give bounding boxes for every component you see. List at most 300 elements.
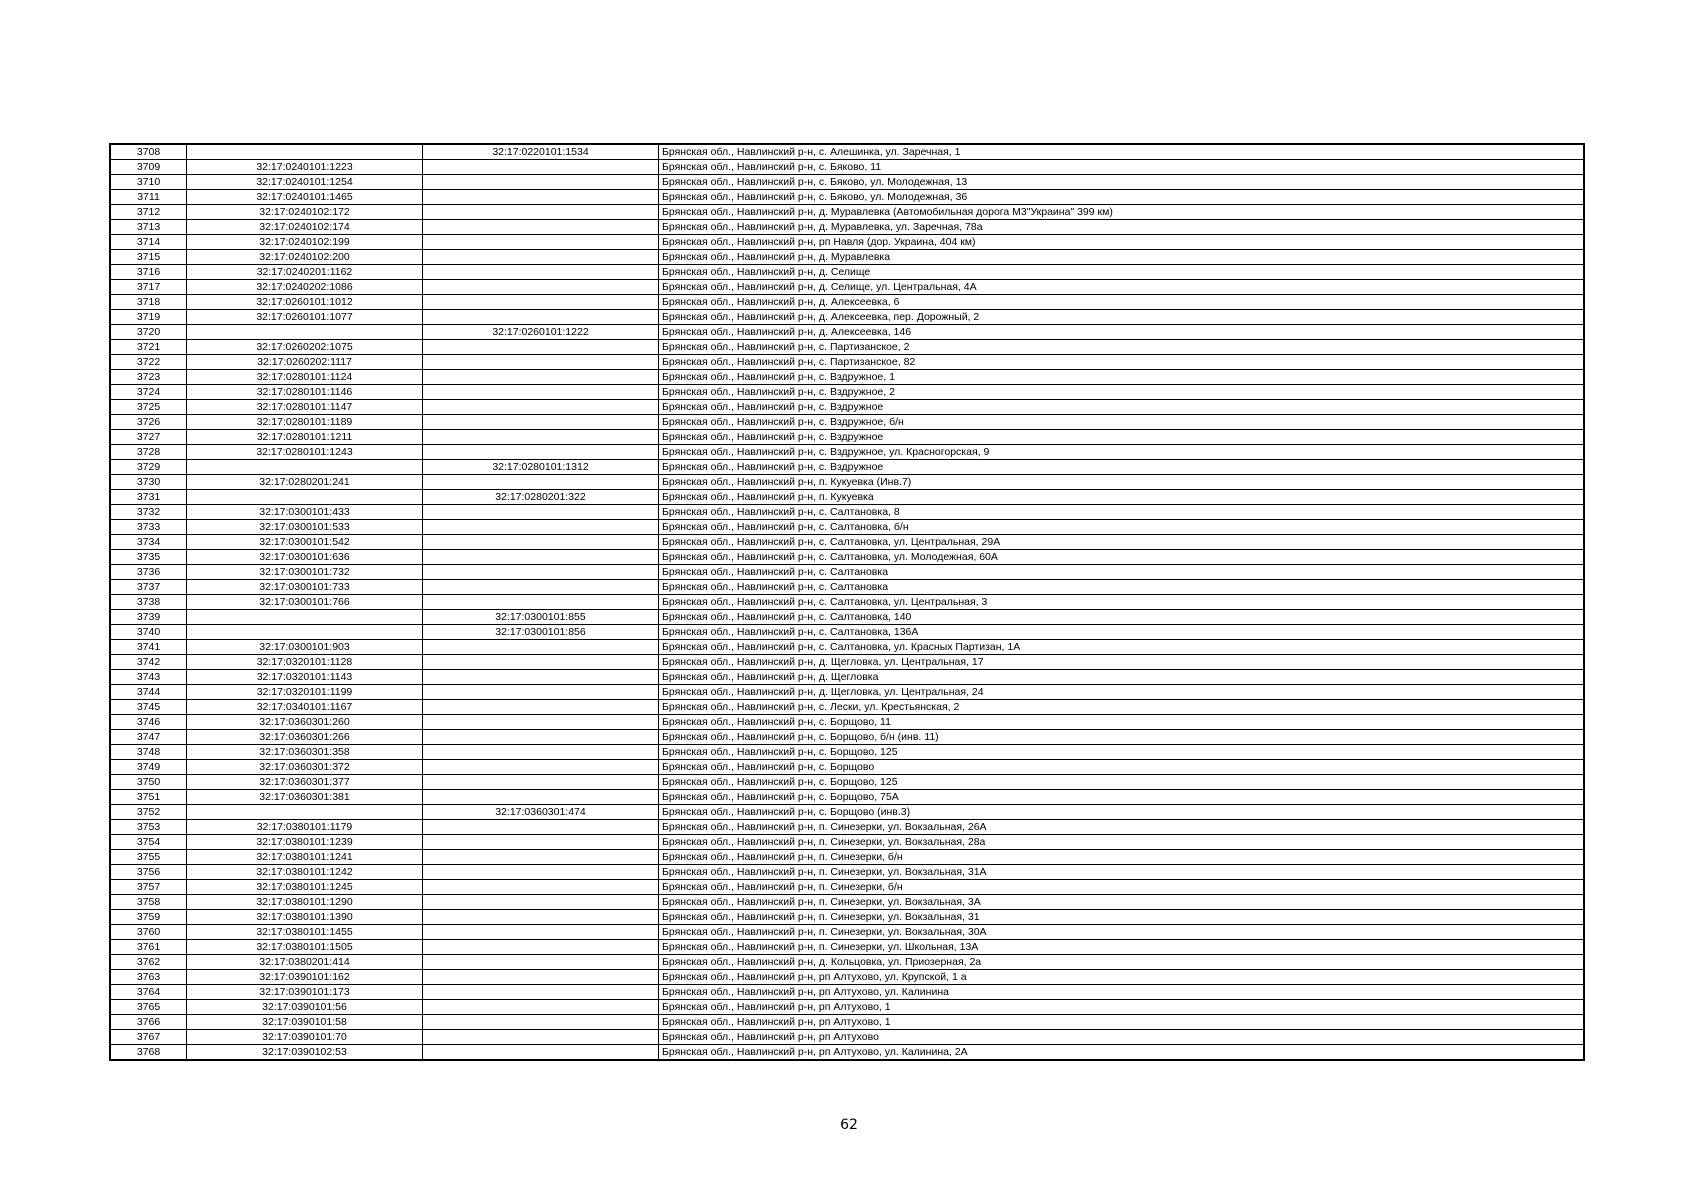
cadastral-number-alt-cell	[423, 700, 659, 715]
cadastral-number-alt-cell	[423, 355, 659, 370]
address-cell: Брянская обл., Навлинский р-н, с. Борщово, 125	[659, 745, 1584, 760]
row-number-cell: 3745	[111, 700, 187, 715]
address-cell: Брянская обл., Навлинский р-н, с. Бяково, ул. Молодежная, 13	[659, 175, 1584, 190]
address-cell: Брянская обл., Навлинский р-н, с. Борщово (инв.3)	[659, 805, 1584, 820]
row-number-cell: 3729	[111, 460, 187, 475]
cadastral-number-alt-cell: 32:17:0360301:474	[423, 805, 659, 820]
table-row	[111, 730, 1584, 745]
table-row	[111, 760, 1584, 775]
address-cell: Брянская обл., Навлинский р-н, д. Муравлевка (Автомобильная дорога М3"Украина" 399 км)	[659, 205, 1584, 220]
cadastral-number-cell: 32:17:0340101:1167	[187, 700, 423, 715]
row-number-cell: 3722	[111, 355, 187, 370]
cadastral-number-cell: 32:17:0380201:414	[187, 955, 423, 970]
address-cell: Брянская обл., Навлинский р-н, д. Щегловка	[659, 670, 1584, 685]
table-row	[111, 145, 1584, 160]
row-number-cell: 3740	[111, 625, 187, 640]
cadastral-number-alt-cell: 32:17:0300101:856	[423, 625, 659, 640]
cadastral-number-cell: 32:17:0380101:1455	[187, 925, 423, 940]
address-cell: Брянская обл., Навлинский р-н, с. Салтановка, ул. Центральная, 3	[659, 595, 1584, 610]
row-number-cell: 3721	[111, 340, 187, 355]
row-number-cell: 3720	[111, 325, 187, 340]
address-cell: Брянская обл., Навлинский р-н, с. Вздружное, б/н	[659, 415, 1584, 430]
address-cell: Брянская обл., Навлинский р-н, п. Кукуевка	[659, 490, 1584, 505]
table-row	[111, 385, 1584, 400]
cadastral-number-cell: 32:17:0380101:1239	[187, 835, 423, 850]
address-cell: Брянская обл., Навлинский р-н, с. Салтановка, ул. Красных Партизан, 1А	[659, 640, 1584, 655]
cadastral-number-cell: 32:17:0360301:260	[187, 715, 423, 730]
address-cell: Брянская обл., Навлинский р-н, с. Салтановка, ул. Центральная, 29А	[659, 535, 1584, 550]
cadastral-number-cell	[187, 325, 423, 340]
row-number-cell: 3766	[111, 1015, 187, 1030]
table-row	[111, 1045, 1584, 1060]
cadastral-number-alt-cell: 32:17:0300101:855	[423, 610, 659, 625]
row-number-cell: 3735	[111, 550, 187, 565]
row-number-cell: 3755	[111, 850, 187, 865]
cadastral-number-alt-cell: 32:17:0220101:1534	[423, 145, 659, 160]
cadastral-number-cell	[187, 805, 423, 820]
cadastral-number-alt-cell	[423, 160, 659, 175]
cadastral-number-cell: 32:17:0300101:903	[187, 640, 423, 655]
row-number-cell: 3737	[111, 580, 187, 595]
address-cell: Брянская обл., Навлинский р-н, с. Бяково, ул. Молодежная, 36	[659, 190, 1584, 205]
cadastral-number-alt-cell	[423, 205, 659, 220]
row-number-cell: 3711	[111, 190, 187, 205]
cadastral-number-cell: 32:17:0390101:173	[187, 985, 423, 1000]
cadastral-number-alt-cell	[423, 940, 659, 955]
cadastral-number-alt-cell: 32:17:0280201:322	[423, 490, 659, 505]
table-row	[111, 655, 1584, 670]
cadastral-number-alt-cell	[423, 760, 659, 775]
table-row	[111, 640, 1584, 655]
cadastral-number-alt-cell	[423, 415, 659, 430]
row-number-cell: 3717	[111, 280, 187, 295]
address-cell: Брянская обл., Навлинский р-н, с. Вздружное	[659, 460, 1584, 475]
cadastral-number-alt-cell	[423, 775, 659, 790]
row-number-cell: 3750	[111, 775, 187, 790]
table-row	[111, 370, 1584, 385]
row-number-cell: 3748	[111, 745, 187, 760]
cadastral-number-cell: 32:17:0280101:1243	[187, 445, 423, 460]
table-row	[111, 835, 1584, 850]
table-row	[111, 880, 1584, 895]
address-cell: Брянская обл., Навлинский р-н, рп Алтухово, ул. Калинина	[659, 985, 1584, 1000]
table-row	[111, 850, 1584, 865]
table-row	[111, 565, 1584, 580]
table-row	[111, 745, 1584, 760]
cadastral-number-cell: 32:17:0240102:172	[187, 205, 423, 220]
row-number-cell: 3734	[111, 535, 187, 550]
cadastral-number-alt-cell	[423, 280, 659, 295]
row-number-cell: 3760	[111, 925, 187, 940]
cadastral-number-cell: 32:17:0240101:1465	[187, 190, 423, 205]
cadastral-number-alt-cell	[423, 895, 659, 910]
row-number-cell: 3749	[111, 760, 187, 775]
row-number-cell: 3754	[111, 835, 187, 850]
row-number-cell: 3731	[111, 490, 187, 505]
table-row	[111, 550, 1584, 565]
address-cell: Брянская обл., Навлинский р-н, рп Алтухово, 1	[659, 1000, 1584, 1015]
cadastral-number-cell: 32:17:0380101:1390	[187, 910, 423, 925]
address-cell: Брянская обл., Навлинский р-н, с. Лески, ул. Крестьянская, 2	[659, 700, 1584, 715]
row-number-cell: 3725	[111, 400, 187, 415]
cadastral-number-alt-cell	[423, 370, 659, 385]
table-row	[111, 1000, 1584, 1015]
address-cell: Брянская обл., Навлинский р-н, п. Синезерки, ул. Вокзальная, 3А	[659, 895, 1584, 910]
address-cell: Брянская обл., Навлинский р-н, п. Синезерки, б/н	[659, 850, 1584, 865]
address-cell: Брянская обл., Навлинский р-н, д. Кольцовка, ул. Приозерная, 2а	[659, 955, 1584, 970]
table-row	[111, 340, 1584, 355]
address-cell: Брянская обл., Навлинский р-н, рп Алтухово, ул. Калинина, 2А	[659, 1045, 1584, 1060]
cadastral-number-alt-cell	[423, 580, 659, 595]
cadastral-number-alt-cell	[423, 535, 659, 550]
address-cell: Брянская обл., Навлинский р-н, п. Синезерки, ул. Вокзальная, 28а	[659, 835, 1584, 850]
cadastral-number-alt-cell	[423, 985, 659, 1000]
table-row	[111, 580, 1584, 595]
row-number-cell: 3762	[111, 955, 187, 970]
table-row	[111, 685, 1584, 700]
row-number-cell: 3752	[111, 805, 187, 820]
cadastral-number-cell: 32:17:0300101:732	[187, 565, 423, 580]
address-cell: Брянская обл., Навлинский р-н, с. Салтановка, б/н	[659, 520, 1584, 535]
table-row	[111, 355, 1584, 370]
address-cell: Брянская обл., Навлинский р-н, д. Муравлевка	[659, 250, 1584, 265]
row-number-cell: 3730	[111, 475, 187, 490]
row-number-cell: 3726	[111, 415, 187, 430]
cadastral-number-alt-cell	[423, 655, 659, 670]
cadastral-number-alt-cell	[423, 595, 659, 610]
address-cell: Брянская обл., Навлинский р-н, п. Синезерки, ул. Вокзальная, 31А	[659, 865, 1584, 880]
table-row	[111, 520, 1584, 535]
cadastral-number-cell: 32:17:0300101:433	[187, 505, 423, 520]
address-cell: Брянская обл., Навлинский р-н, рп Алтухово, ул. Крупской, 1 а	[659, 970, 1584, 985]
cadastral-number-alt-cell	[423, 835, 659, 850]
cadastral-number-cell: 32:17:0260101:1077	[187, 310, 423, 325]
cadastral-number-cell: 32:17:0390101:162	[187, 970, 423, 985]
cadastral-number-cell: 32:17:0300101:542	[187, 535, 423, 550]
row-number-cell: 3736	[111, 565, 187, 580]
cadastral-number-cell: 32:17:0360301:266	[187, 730, 423, 745]
cadastral-number-alt-cell	[423, 235, 659, 250]
table-row	[111, 985, 1584, 1000]
address-cell: Брянская обл., Навлинский р-н, д. Муравлевка, ул. Заречная, 78а	[659, 220, 1584, 235]
table-row	[111, 445, 1584, 460]
row-number-cell: 3744	[111, 685, 187, 700]
row-number-cell: 3723	[111, 370, 187, 385]
row-number-cell: 3708	[111, 145, 187, 160]
cadastral-number-alt-cell	[423, 475, 659, 490]
cadastral-number-alt-cell	[423, 520, 659, 535]
row-number-cell: 3746	[111, 715, 187, 730]
table-row	[111, 280, 1584, 295]
page-number: 62	[840, 1117, 858, 1133]
table-row	[111, 790, 1584, 805]
cadastral-number-alt-cell	[423, 640, 659, 655]
address-cell: Брянская обл., Навлинский р-н, с. Вздружное	[659, 430, 1584, 445]
cadastral-number-alt-cell	[423, 925, 659, 940]
cadastral-number-cell: 32:17:0300101:766	[187, 595, 423, 610]
row-number-cell: 3767	[111, 1030, 187, 1045]
table-row	[111, 610, 1584, 625]
table-row	[111, 325, 1584, 340]
cadastral-number-cell	[187, 625, 423, 640]
row-number-cell: 3713	[111, 220, 187, 235]
address-cell: Брянская обл., Навлинский р-н, с. Партизанское, 2	[659, 340, 1584, 355]
cadastral-number-alt-cell	[423, 865, 659, 880]
cadastral-number-cell: 32:17:0300101:636	[187, 550, 423, 565]
address-cell: Брянская обл., Навлинский р-н, д. Алексеевка, 6	[659, 295, 1584, 310]
row-number-cell: 3764	[111, 985, 187, 1000]
table-row	[111, 715, 1584, 730]
table-row	[111, 190, 1584, 205]
cadastral-number-cell: 32:17:0320101:1143	[187, 670, 423, 685]
cadastral-number-alt-cell	[423, 955, 659, 970]
cadastral-number-alt-cell	[423, 730, 659, 745]
cadastral-number-cell: 32:17:0240102:199	[187, 235, 423, 250]
address-cell: Брянская обл., Навлинский р-н, с. Салтановка, 136А	[659, 625, 1584, 640]
cadastral-number-alt-cell	[423, 685, 659, 700]
address-cell: Брянская обл., Навлинский р-н, д. Щегловка, ул. Центральная, 24	[659, 685, 1584, 700]
cadastral-number-alt-cell	[423, 1015, 659, 1030]
cadastral-number-cell	[187, 145, 423, 160]
cadastral-number-cell: 32:17:0380101:1505	[187, 940, 423, 955]
cadastral-number-cell: 32:17:0390101:56	[187, 1000, 423, 1015]
row-number-cell: 3747	[111, 730, 187, 745]
address-cell: Брянская обл., Навлинский р-н, с. Борщово	[659, 760, 1584, 775]
cadastral-number-alt-cell	[423, 715, 659, 730]
cadastral-number-cell: 32:17:0380101:1242	[187, 865, 423, 880]
address-cell: Брянская обл., Навлинский р-н, с. Салтановка	[659, 580, 1584, 595]
table-row	[111, 505, 1584, 520]
cadastral-number-alt-cell	[423, 265, 659, 280]
cadastral-number-cell: 32:17:0360301:372	[187, 760, 423, 775]
table-row	[111, 1015, 1584, 1030]
table-row	[111, 400, 1584, 415]
address-cell: Брянская обл., Навлинский р-н, рп Алтухово, 1	[659, 1015, 1584, 1030]
cadastral-number-alt-cell	[423, 430, 659, 445]
row-number-cell: 3728	[111, 445, 187, 460]
row-number-cell: 3758	[111, 895, 187, 910]
row-number-cell: 3741	[111, 640, 187, 655]
table-row	[111, 670, 1584, 685]
cadastral-number-alt-cell	[423, 850, 659, 865]
cadastral-number-cell	[187, 490, 423, 505]
row-number-cell: 3714	[111, 235, 187, 250]
table-row	[111, 910, 1584, 925]
table-row	[111, 775, 1584, 790]
cadastral-number-cell: 32:17:0260202:1117	[187, 355, 423, 370]
row-number-cell: 3738	[111, 595, 187, 610]
row-number-cell: 3763	[111, 970, 187, 985]
cadastral-number-cell: 32:17:0240102:174	[187, 220, 423, 235]
address-cell: Брянская обл., Навлинский р-н, с. Бяково, 11	[659, 160, 1584, 175]
table-row	[111, 865, 1584, 880]
address-cell: Брянская обл., Навлинский р-н, д. Селище, ул. Центральная, 4А	[659, 280, 1584, 295]
address-cell: Брянская обл., Навлинский р-н, п. Синезерки, ул. Школьная, 13А	[659, 940, 1584, 955]
cadastral-number-cell	[187, 460, 423, 475]
row-number-cell: 3759	[111, 910, 187, 925]
cadastral-number-alt-cell	[423, 910, 659, 925]
cadastral-number-alt-cell	[423, 1045, 659, 1060]
table-row	[111, 625, 1584, 640]
cadastral-number-cell: 32:17:0240202:1086	[187, 280, 423, 295]
row-number-cell: 3739	[111, 610, 187, 625]
registry-table-body	[111, 145, 1584, 1060]
cadastral-number-alt-cell	[423, 880, 659, 895]
cadastral-number-alt-cell	[423, 250, 659, 265]
cadastral-number-cell: 32:17:0320101:1199	[187, 685, 423, 700]
address-cell: Брянская обл., Навлинский р-н, рп Навля (дор. Украина, 404 км)	[659, 235, 1584, 250]
cadastral-number-cell: 32:17:0260202:1075	[187, 340, 423, 355]
address-cell: Брянская обл., Навлинский р-н, с. Алешинка, ул. Заречная, 1	[659, 145, 1584, 160]
row-number-cell: 3742	[111, 655, 187, 670]
cadastral-number-cell: 32:17:0260101:1012	[187, 295, 423, 310]
row-number-cell: 3732	[111, 505, 187, 520]
cadastral-number-alt-cell: 32:17:0260101:1222	[423, 325, 659, 340]
cadastral-number-alt-cell	[423, 175, 659, 190]
table-row	[111, 295, 1584, 310]
cadastral-number-alt-cell	[423, 385, 659, 400]
address-cell: Брянская обл., Навлинский р-н, п. Синезерки, ул. Вокзальная, 30А	[659, 925, 1584, 940]
cadastral-number-alt-cell	[423, 670, 659, 685]
row-number-cell: 3751	[111, 790, 187, 805]
address-cell: Брянская обл., Навлинский р-н, д. Алексеевка, пер. Дорожный, 2	[659, 310, 1584, 325]
cadastral-number-cell: 32:17:0240101:1223	[187, 160, 423, 175]
cadastral-number-alt-cell	[423, 1000, 659, 1015]
address-cell: Брянская обл., Навлинский р-н, п. Синезерки, ул. Вокзальная, 31	[659, 910, 1584, 925]
cadastral-number-cell: 32:17:0240201:1162	[187, 265, 423, 280]
cadastral-number-cell: 32:17:0360301:381	[187, 790, 423, 805]
cadastral-number-alt-cell	[423, 400, 659, 415]
table-row	[111, 235, 1584, 250]
row-number-cell: 3710	[111, 175, 187, 190]
table-row	[111, 700, 1584, 715]
cadastral-number-cell: 32:17:0300101:733	[187, 580, 423, 595]
cadastral-number-alt-cell	[423, 445, 659, 460]
cadastral-number-cell: 32:17:0280201:241	[187, 475, 423, 490]
cadastral-number-cell: 32:17:0280101:1189	[187, 415, 423, 430]
table-row	[111, 970, 1584, 985]
table-row	[111, 415, 1584, 430]
row-number-cell: 3756	[111, 865, 187, 880]
address-cell: Брянская обл., Навлинский р-н, с. Салтановка, ул. Молодежная, 60А	[659, 550, 1584, 565]
address-cell: Брянская обл., Навлинский р-н, п. Кукуевка (Инв.7)	[659, 475, 1584, 490]
cadastral-number-alt-cell	[423, 745, 659, 760]
address-cell: Брянская обл., Навлинский р-н, с. Салтановка, 140	[659, 610, 1584, 625]
table-row	[111, 220, 1584, 235]
table-row	[111, 175, 1584, 190]
table-row	[111, 895, 1584, 910]
address-cell: Брянская обл., Навлинский р-н, с. Борщово, 125	[659, 775, 1584, 790]
address-cell: Брянская обл., Навлинский р-н, д. Щегловка, ул. Центральная, 17	[659, 655, 1584, 670]
cadastral-number-cell: 32:17:0300101:533	[187, 520, 423, 535]
address-cell: Брянская обл., Навлинский р-н, п. Синезерки, ул. Вокзальная, 26А	[659, 820, 1584, 835]
table-row	[111, 475, 1584, 490]
row-number-cell: 3719	[111, 310, 187, 325]
cadastral-number-cell: 32:17:0280101:1147	[187, 400, 423, 415]
table-row	[111, 430, 1584, 445]
table-row	[111, 250, 1584, 265]
row-number-cell: 3757	[111, 880, 187, 895]
row-number-cell: 3743	[111, 670, 187, 685]
address-cell: Брянская обл., Навлинский р-н, с. Салтановка	[659, 565, 1584, 580]
table-row	[111, 925, 1584, 940]
cadastral-number-cell: 32:17:0240101:1254	[187, 175, 423, 190]
table-row	[111, 595, 1584, 610]
row-number-cell: 3765	[111, 1000, 187, 1015]
address-cell: Брянская обл., Навлинский р-н, с. Борщово, б/н (инв. 11)	[659, 730, 1584, 745]
cadastral-number-alt-cell: 32:17:0280101:1312	[423, 460, 659, 475]
table-row	[111, 460, 1584, 475]
row-number-cell: 3724	[111, 385, 187, 400]
cadastral-number-cell	[187, 610, 423, 625]
table-row	[111, 490, 1584, 505]
address-cell: Брянская обл., Навлинский р-н, с. Борщово, 75А	[659, 790, 1584, 805]
cadastral-number-alt-cell	[423, 505, 659, 520]
row-number-cell: 3727	[111, 430, 187, 445]
cadastral-number-alt-cell	[423, 295, 659, 310]
table-row	[111, 955, 1584, 970]
cadastral-number-alt-cell	[423, 190, 659, 205]
registry-table	[110, 144, 1584, 1060]
cadastral-number-cell: 32:17:0380101:1179	[187, 820, 423, 835]
table-row	[111, 265, 1584, 280]
cadastral-number-alt-cell	[423, 1030, 659, 1045]
cadastral-number-cell: 32:17:0280101:1211	[187, 430, 423, 445]
cadastral-number-cell: 32:17:0240102:200	[187, 250, 423, 265]
row-number-cell: 3709	[111, 160, 187, 175]
row-number-cell: 3712	[111, 205, 187, 220]
table-row	[111, 820, 1584, 835]
cadastral-number-alt-cell	[423, 820, 659, 835]
cadastral-number-alt-cell	[423, 340, 659, 355]
cadastral-number-cell: 32:17:0360301:377	[187, 775, 423, 790]
cadastral-number-cell: 32:17:0390102:53	[187, 1045, 423, 1060]
row-number-cell: 3768	[111, 1045, 187, 1060]
cadastral-number-cell: 32:17:0390101:70	[187, 1030, 423, 1045]
address-cell: Брянская обл., Навлинский р-н, с. Вздружное, ул. Красногорская, 9	[659, 445, 1584, 460]
row-number-cell: 3718	[111, 295, 187, 310]
cadastral-number-alt-cell	[423, 550, 659, 565]
row-number-cell: 3733	[111, 520, 187, 535]
address-cell: Брянская обл., Навлинский р-н, с. Борщово, 11	[659, 715, 1584, 730]
address-cell: Брянская обл., Навлинский р-н, с. Салтановка, 8	[659, 505, 1584, 520]
address-cell: Брянская обл., Навлинский р-н, с. Партизанское, 82	[659, 355, 1584, 370]
table-row	[111, 1030, 1584, 1045]
cadastral-number-alt-cell	[423, 565, 659, 580]
table-row	[111, 940, 1584, 955]
table-row	[111, 805, 1584, 820]
cadastral-number-cell: 32:17:0280101:1124	[187, 370, 423, 385]
row-number-cell: 3715	[111, 250, 187, 265]
cadastral-number-alt-cell	[423, 220, 659, 235]
cadastral-number-cell: 32:17:0320101:1128	[187, 655, 423, 670]
table-row	[111, 160, 1584, 175]
cadastral-number-cell: 32:17:0390101:58	[187, 1015, 423, 1030]
address-cell: Брянская обл., Навлинский р-н, с. Вздружное, 1	[659, 370, 1584, 385]
cadastral-number-cell: 32:17:0380101:1245	[187, 880, 423, 895]
row-number-cell: 3761	[111, 940, 187, 955]
cadastral-number-cell: 32:17:0380101:1241	[187, 850, 423, 865]
table-row	[111, 205, 1584, 220]
cadastral-number-cell: 32:17:0380101:1290	[187, 895, 423, 910]
address-cell: Брянская обл., Навлинский р-н, с. Вздружное, 2	[659, 385, 1584, 400]
address-cell: Брянская обл., Навлинский р-н, рп Алтухово	[659, 1030, 1584, 1045]
address-cell: Брянская обл., Навлинский р-н, д. Селище	[659, 265, 1584, 280]
cadastral-number-cell: 32:17:0360301:358	[187, 745, 423, 760]
row-number-cell: 3716	[111, 265, 187, 280]
table-row	[111, 310, 1584, 325]
row-number-cell: 3753	[111, 820, 187, 835]
